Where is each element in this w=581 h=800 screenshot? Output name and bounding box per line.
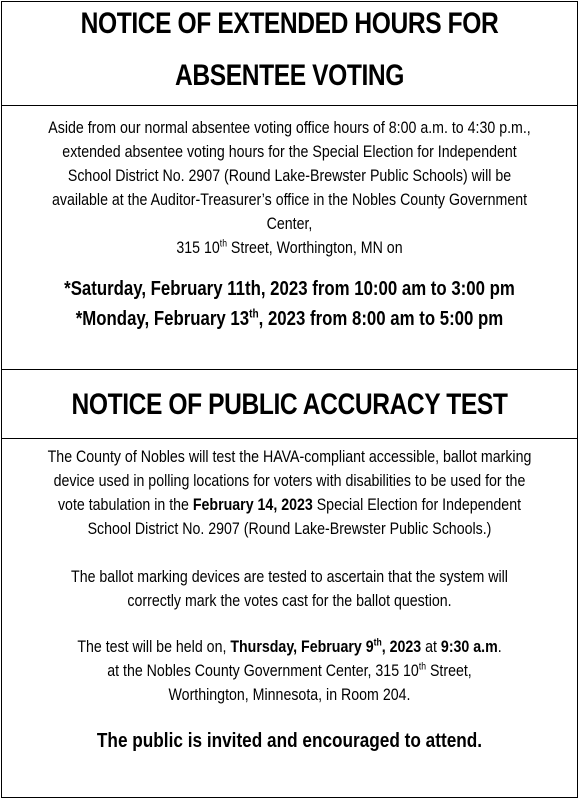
extended-hours-title-line1: NOTICE OF EXTENDED HOURS FOR bbox=[80, 7, 499, 40]
extended-date-monday bbox=[48, 304, 531, 334]
test-date-line bbox=[42, 635, 537, 659]
date-sup: th bbox=[249, 306, 259, 321]
election-date: February 14, 2023 bbox=[192, 496, 313, 514]
body-line bbox=[42, 493, 537, 517]
notice-document bbox=[1, 1, 578, 798]
extended-hours-title-box bbox=[2, 2, 577, 106]
text-part: Street, bbox=[425, 662, 472, 680]
body-line: Center, bbox=[266, 215, 313, 233]
text-part: . bbox=[497, 638, 502, 656]
accuracy-test-title-box bbox=[2, 370, 577, 439]
extended-hours-body bbox=[2, 106, 577, 370]
address-part: Street, Worthington, MN on bbox=[226, 239, 403, 257]
body-line: Aside from our normal absentee voting office hours of 8:00 a.m. to 4:30 p.m., bbox=[48, 119, 531, 137]
address-part: 315 10 bbox=[176, 239, 220, 257]
location-line bbox=[42, 659, 537, 683]
date-part: , 2023 from 8:00 am to 5:00 pm bbox=[258, 308, 504, 330]
body-line: School District No. 2907 (Round Lake-Brewster Public Schools.) bbox=[87, 520, 492, 538]
body-line: School District No. 2907 (Round Lake-Brewster Public Schools) will be bbox=[67, 167, 512, 185]
text-part: at bbox=[421, 638, 441, 656]
body-line: The County of Nobles will test the HAVA-compliant accessible, ballot marking bbox=[47, 448, 532, 466]
test-date-sup: th bbox=[373, 637, 382, 649]
location-sup: th bbox=[418, 661, 426, 673]
body-line: Worthington, Minnesota, in Room 204. bbox=[168, 686, 411, 704]
test-date: Thursday, February 9 bbox=[230, 638, 374, 656]
accuracy-test-body bbox=[2, 439, 577, 799]
body-line: correctly mark the votes cast for the ballot question. bbox=[127, 592, 452, 610]
test-time: 9:30 a.m bbox=[440, 638, 498, 656]
accuracy-test-title: NOTICE OF PUBLIC ACCURACY TEST bbox=[71, 388, 508, 421]
body-line: extended absentee voting hours for the Special Election for Independent bbox=[62, 143, 517, 161]
text-part: at the Nobles County Government Center, 315 10 bbox=[107, 662, 419, 680]
extended-hours-title-line2: ABSENTEE VOTING bbox=[175, 59, 404, 92]
public-invite: The public is invited and encouraged to attend. bbox=[96, 730, 483, 752]
address-line bbox=[42, 236, 537, 260]
body-line: device used in polling locations for voters with disabilities to be used for the bbox=[53, 472, 526, 490]
text-part: vote tabulation in the bbox=[57, 496, 193, 514]
extended-date-saturday: *Saturday, February 11th, 2023 from 10:00 am to 3:00 pm bbox=[64, 278, 515, 300]
address-sup: th bbox=[219, 238, 227, 250]
text-part: Special Election for Independent bbox=[312, 496, 522, 514]
body-line: The ballot marking devices are tested to ascertain that the system will bbox=[71, 568, 508, 586]
text-part: The test will be held on, bbox=[77, 638, 231, 656]
body-line: available at the Auditor-Treasurer’s office in the Nobles County Government bbox=[51, 191, 528, 209]
date-part: *Monday, February 13 bbox=[75, 308, 250, 330]
test-year: , 2023 bbox=[381, 638, 422, 656]
